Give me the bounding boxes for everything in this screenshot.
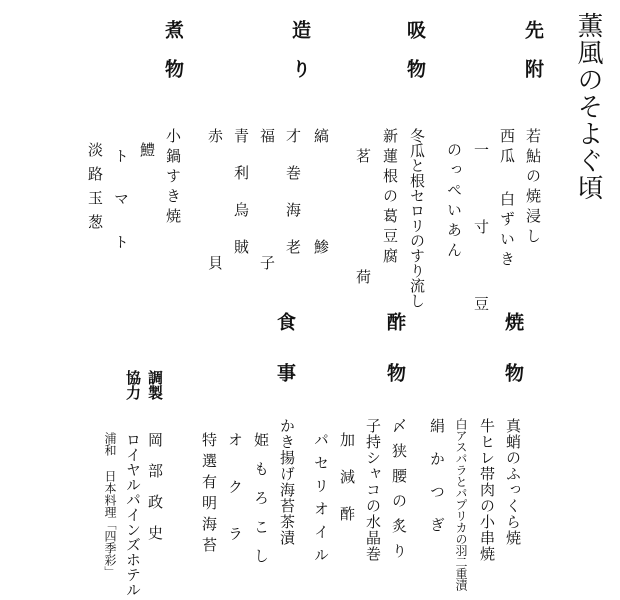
credit-label-chosei: 調製 [146,370,164,400]
menu-item: 青利烏賊 [232,128,250,276]
section-heading-nimono: 煮物 [162,20,184,98]
menu-item: 姫もろこし [252,432,270,577]
menu-item: 若鮎の焼浸し [524,128,542,248]
menu-item: のっぺいあん [445,142,463,262]
menu-item: 牛ヒレ帯肉の小串焼 [478,418,496,562]
menu-item: 淡路玉葱 [86,142,104,238]
menu-item: パセリオイル [312,432,330,570]
section-heading-sakizuke: 先附 [522,20,544,98]
menu-item: 新蓮根の葛豆腐 [381,128,399,268]
credit-name-restaurant: 浦和 日本料理「四季彩」 [103,432,117,578]
menu-item: 一 寸 豆 [472,142,490,333]
menu-item: 福子 [258,128,276,382]
section-heading-yakimono: 焼物 [502,312,524,414]
menu-item: オクラ [226,432,244,573]
credit-label-kyoryoku: 協力 [124,370,142,400]
menu-item: 鱧 [138,142,156,157]
menu-item: 加減酢 [338,432,356,543]
menu-title: 薫風のそよぐ頃 [573,12,603,201]
menu-item: 才巻海老 [284,128,302,276]
credit-name-hotel: ロイヤルパインズホテル [124,432,142,597]
section-heading-suimono: 吸物 [404,20,426,98]
menu-item: 赤貝 [206,128,224,382]
section-heading-shokuji: 食事 [274,312,296,414]
menu-item: 冬瓜と根セロリのすり流し [408,128,426,308]
menu-item: 絹かつぎ [428,418,446,550]
menu-item: 縞鯵 [312,128,330,350]
menu-item: 〆狭腰の炙り [390,418,408,568]
menu-item: 小鍋すき焼 [164,128,182,228]
menu-item: かき揚げ海苔茶漬 [278,418,296,546]
menu-item: トマト [112,148,130,277]
menu-item: 真蛸のふっくら焼 [504,418,522,546]
menu-item: 特選有明海苔 [200,432,218,558]
menu-item: 白アスパラとパプリカの羽二重漬 [454,418,468,591]
menu-item: 子持シャコの水晶巻 [364,418,382,562]
credit-name-chef: 岡部政史 [146,432,164,556]
menu-item: 西瓜 白ずいき [498,128,516,271]
section-heading-sunomono: 酢物 [384,312,406,414]
menu-item: 茗荷 [354,148,372,390]
section-heading-tsukuri: 造り [289,20,311,98]
